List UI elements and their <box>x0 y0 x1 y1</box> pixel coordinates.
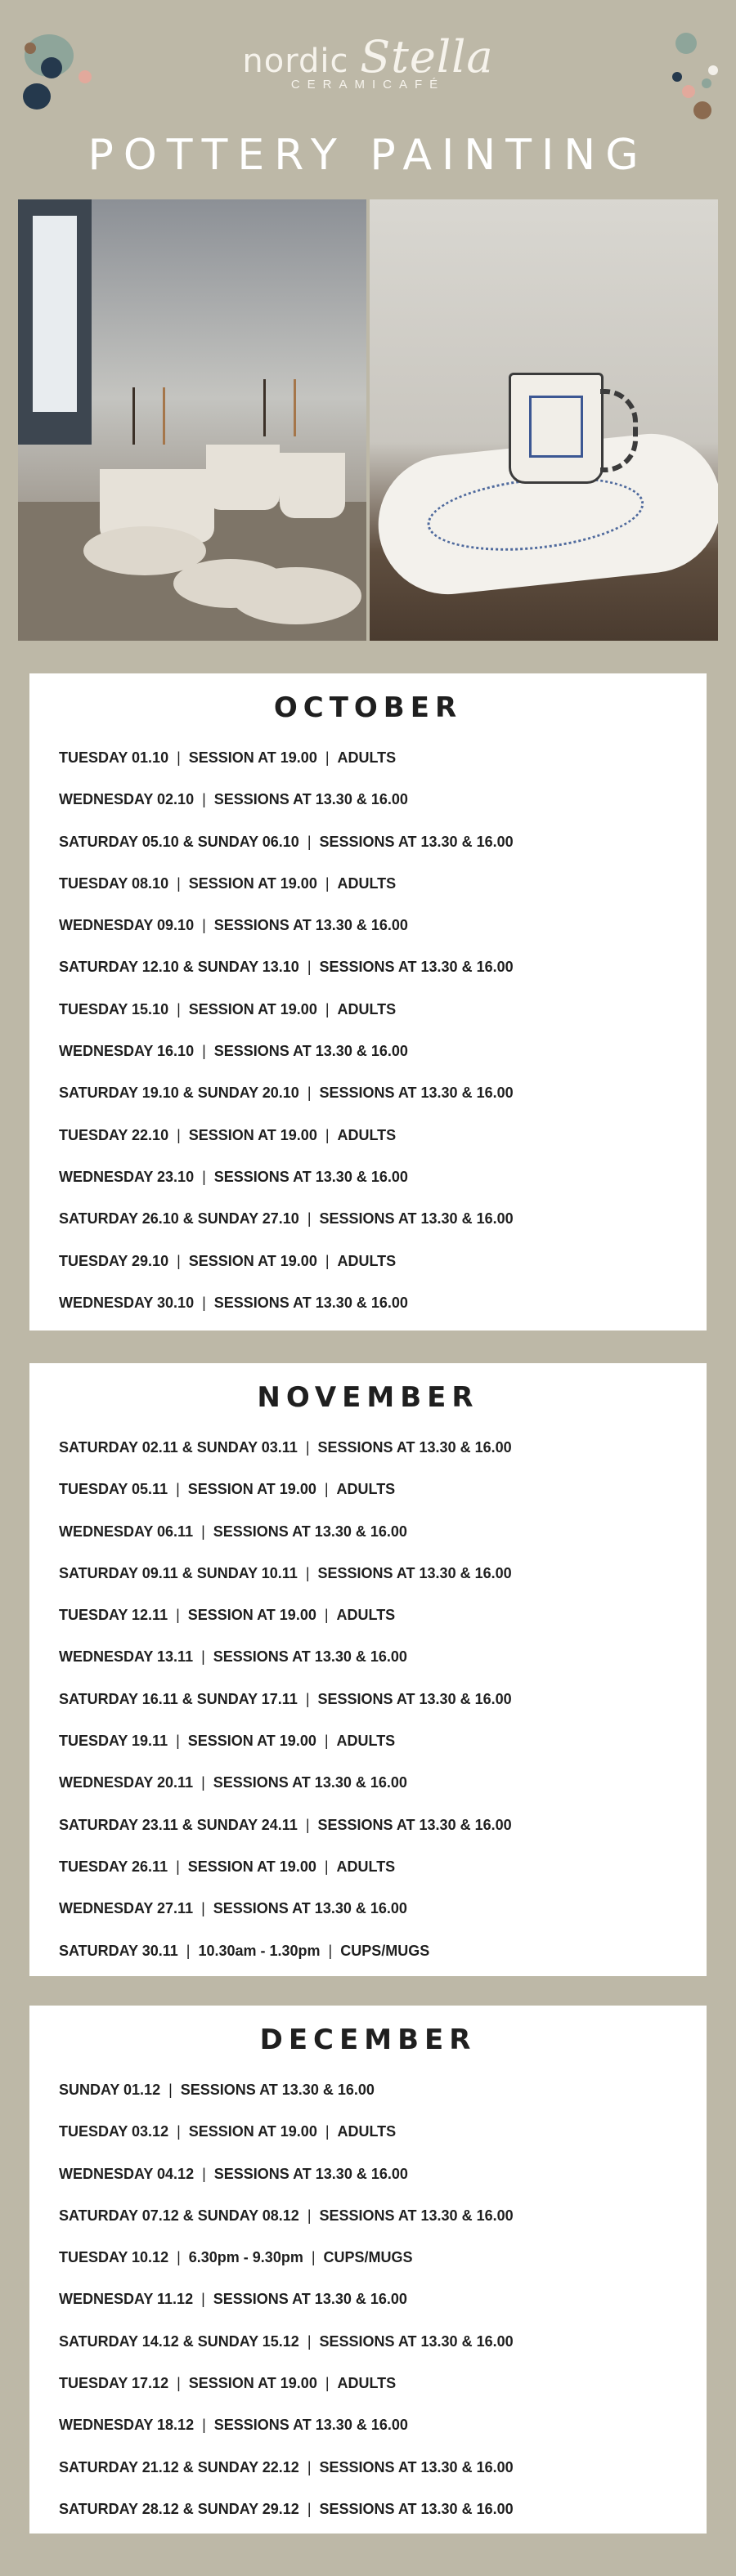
schedule-time: SESSIONS AT 13.30 & 16.00 <box>317 1816 512 1833</box>
separator-bar: | <box>177 874 181 892</box>
cup-shape <box>206 445 280 510</box>
schedule-row <box>29 2489 707 2530</box>
schedule-note: ADULTS <box>337 1252 397 1269</box>
page-title: POTTERY PAINTING <box>88 131 648 180</box>
bowl-shape <box>231 567 361 624</box>
schedule-date: TUESDAY 17.12 <box>59 2375 169 2392</box>
schedule-note: ADULTS <box>337 2375 397 2392</box>
schedule-row <box>29 1930 707 1972</box>
schedule-time: SESSIONS AT 13.30 & 16.00 <box>213 2165 408 2182</box>
schedule-date: SATURDAY 07.12 & SUNDAY 08.12 <box>59 2207 299 2224</box>
schedule-row <box>29 1031 707 1072</box>
schedule-row <box>29 1156 707 1198</box>
separator-bar: | <box>307 1210 312 1228</box>
schedule-time: SESSIONS AT 13.30 & 16.00 <box>317 1564 512 1581</box>
separator-bar: | <box>186 1942 191 1959</box>
schedule-row <box>29 2237 707 2279</box>
schedule-row <box>29 946 707 988</box>
separator-bar: | <box>176 1733 180 1750</box>
separator-bar: | <box>307 833 312 850</box>
separator-bar: | <box>177 2123 181 2140</box>
schedule-date: SATURDAY 16.11 & SUNDAY 17.11 <box>59 1690 298 1707</box>
schedule-date: SATURDAY 28.12 & SUNDAY 29.12 <box>59 2500 299 2517</box>
schedule-note: ADULTS <box>337 2123 397 2140</box>
schedule-date: TUESDAY 05.11 <box>59 1481 168 1498</box>
schedule-time: SESSION AT 19.00 <box>188 749 317 766</box>
separator-bar: | <box>201 1523 205 1540</box>
separator-bar: | <box>307 959 312 976</box>
schedule-row <box>29 2363 707 2404</box>
schedule-date: SATURDAY 23.11 & SUNDAY 24.11 <box>59 1816 298 1833</box>
schedule-note: ADULTS <box>337 874 397 892</box>
schedule-note: ADULTS <box>336 1481 396 1498</box>
schedule-time: SESSIONS AT 13.30 & 16.00 <box>319 2332 514 2350</box>
schedule-time: SESSION AT 19.00 <box>187 1733 316 1750</box>
schedule-row <box>29 1888 707 1930</box>
schedule-row <box>29 1427 707 1469</box>
schedule-date: SATURDAY 30.11 <box>59 1942 178 1959</box>
schedule-row <box>29 1469 707 1510</box>
schedule-note: CUPS/MUGS <box>340 1942 430 1959</box>
schedule-date: WEDNESDAY 27.11 <box>59 1900 194 1917</box>
brand-sub-text: CERAMICAFÉ <box>290 78 446 92</box>
schedule-time: SESSION AT 19.00 <box>187 1607 316 1624</box>
schedule-row <box>29 1720 707 1762</box>
schedule-row <box>29 2404 707 2446</box>
separator-bar: | <box>324 1481 329 1498</box>
separator-bar: | <box>307 2207 312 2224</box>
separator-bar: | <box>201 2291 205 2308</box>
schedule-row <box>29 1115 707 1156</box>
separator-bar: | <box>324 1733 329 1750</box>
schedule-time: SESSIONS AT 13.30 & 16.00 <box>319 833 514 850</box>
month-card-november <box>29 1363 707 1976</box>
separator-bar: | <box>202 791 206 808</box>
schedule-time: SESSION AT 19.00 <box>187 1481 316 1498</box>
schedule-row <box>29 1511 707 1553</box>
schedule-list <box>29 737 707 1324</box>
schedule-time: SESSION AT 19.00 <box>188 2123 317 2140</box>
schedule-time: SESSIONS AT 13.30 & 16.00 <box>317 1690 512 1707</box>
schedule-row <box>29 1282 707 1324</box>
schedule-list <box>29 1427 707 1972</box>
schedule-time: SESSIONS AT 13.30 & 16.00 <box>319 2458 514 2475</box>
brand-script-text: Stella <box>360 31 494 83</box>
separator-bar: | <box>177 2249 181 2266</box>
brand-main-text: nordic <box>242 42 349 80</box>
schedule-time: SESSIONS AT 13.30 & 16.00 <box>213 1774 407 1791</box>
separator-bar: | <box>201 1648 205 1666</box>
separator-bar: | <box>324 1858 329 1875</box>
schedule-date: TUESDAY 22.10 <box>59 1126 169 1143</box>
schedule-date: TUESDAY 26.11 <box>59 1858 168 1875</box>
schedule-list <box>29 2069 707 2530</box>
schedule-date: TUESDAY 15.10 <box>59 1000 169 1017</box>
schedule-row <box>29 737 707 779</box>
schedule-row <box>29 905 707 946</box>
hero-photos <box>18 199 718 641</box>
separator-bar: | <box>325 874 330 892</box>
schedule-date: SATURDAY 12.10 & SUNDAY 13.10 <box>59 959 299 976</box>
schedule-row <box>29 1594 707 1636</box>
month-card-october <box>29 673 707 1330</box>
schedule-date: WEDNESDAY 04.12 <box>59 2165 195 2182</box>
schedule-row <box>29 1679 707 1720</box>
schedule-date: SATURDAY 14.12 & SUNDAY 15.12 <box>59 2332 299 2350</box>
schedule-note: ADULTS <box>336 1858 396 1875</box>
schedule-time: SESSIONS AT 13.30 & 16.00 <box>213 1168 408 1185</box>
schedule-row <box>29 2195 707 2237</box>
month-title: NOVEMBER <box>257 1381 479 1414</box>
schedule-date: TUESDAY 19.11 <box>59 1733 168 1750</box>
schedule-date: WEDNESDAY 11.12 <box>59 2291 194 2308</box>
schedule-row <box>29 1241 707 1282</box>
schedule-row <box>29 821 707 863</box>
schedule-row <box>29 1805 707 1846</box>
schedule-date: TUESDAY 01.10 <box>59 749 169 766</box>
schedule-time: SESSIONS AT 13.30 & 16.00 <box>213 1294 408 1311</box>
schedule-date: WEDNESDAY 20.11 <box>59 1774 194 1791</box>
separator-bar: | <box>176 1481 180 1498</box>
schedule-time: SESSIONS AT 13.30 & 16.00 <box>317 1439 512 1456</box>
separator-bar: | <box>325 2375 330 2392</box>
separator-bar: | <box>177 749 181 766</box>
schedule-date: WEDNESDAY 13.11 <box>59 1648 194 1666</box>
schedule-row <box>29 2321 707 2363</box>
schedule-note: ADULTS <box>337 749 397 766</box>
schedule-row <box>29 2279 707 2320</box>
separator-bar: | <box>202 1043 206 1060</box>
schedule-time: SESSION AT 19.00 <box>188 1126 317 1143</box>
schedule-date: SATURDAY 09.11 & SUNDAY 10.11 <box>59 1564 298 1581</box>
schedule-time: SESSIONS AT 13.30 & 16.00 <box>213 1043 408 1060</box>
schedule-time: SESSION AT 19.00 <box>187 1858 316 1875</box>
schedule-date: SATURDAY 19.10 & SUNDAY 20.10 <box>59 1085 299 1102</box>
schedule-date: WEDNESDAY 18.12 <box>59 2417 195 2434</box>
schedule-date: TUESDAY 08.10 <box>59 874 169 892</box>
separator-bar: | <box>202 917 206 934</box>
separator-bar: | <box>202 2165 206 2182</box>
painted-mug-photo <box>370 199 718 641</box>
schedule-note: ADULTS <box>336 1733 396 1750</box>
paint-splat-brown <box>693 101 711 119</box>
schedule-date: SUNDAY 01.12 <box>59 2082 161 2098</box>
schedule-time: SESSIONS AT 13.30 & 16.00 <box>213 2291 407 2308</box>
schedule-time: SESSIONS AT 13.30 & 16.00 <box>213 1523 407 1540</box>
schedule-date: SATURDAY 21.12 & SUNDAY 22.12 <box>59 2458 299 2475</box>
separator-bar: | <box>177 1252 181 1269</box>
schedule-time: SESSIONS AT 13.30 & 16.00 <box>213 1648 407 1666</box>
schedule-note: CUPS/MUGS <box>323 2249 413 2266</box>
schedule-row <box>29 1553 707 1594</box>
schedule-time: SESSIONS AT 13.30 & 16.00 <box>180 2082 375 2098</box>
schedule-note: ADULTS <box>336 1607 396 1624</box>
separator-bar: | <box>307 2332 312 2350</box>
separator-bar: | <box>201 1900 205 1917</box>
schedule-date: WEDNESDAY 23.10 <box>59 1168 195 1185</box>
separator-bar: | <box>305 1439 310 1456</box>
separator-bar: | <box>202 1168 206 1185</box>
separator-bar: | <box>177 1000 181 1017</box>
separator-bar: | <box>202 2417 206 2434</box>
schedule-time: SESSION AT 19.00 <box>188 1252 317 1269</box>
separator-bar: | <box>311 2249 316 2266</box>
separator-bar: | <box>325 1000 330 1017</box>
schedule-row <box>29 1762 707 1804</box>
month-title: DECEMBER <box>259 2024 477 2056</box>
separator-bar: | <box>202 1294 206 1311</box>
schedule-time: SESSIONS AT 13.30 & 16.00 <box>213 917 408 934</box>
separator-bar: | <box>305 1690 310 1707</box>
separator-bar: | <box>325 2123 330 2140</box>
schedule-row <box>29 779 707 821</box>
schedule-row <box>29 1636 707 1678</box>
schedule-row <box>29 863 707 905</box>
schedule-date: TUESDAY 12.11 <box>59 1607 168 1624</box>
window-shape <box>18 199 92 445</box>
separator-bar: | <box>324 1607 329 1624</box>
schedule-date: TUESDAY 29.10 <box>59 1252 169 1269</box>
brand-logo <box>0 31 736 92</box>
schedule-time: SESSION AT 19.00 <box>188 874 317 892</box>
schedule-time: SESSIONS AT 13.30 & 16.00 <box>319 1085 514 1102</box>
schedule-date: WEDNESDAY 02.10 <box>59 791 195 808</box>
schedule-time: SESSIONS AT 13.30 & 16.00 <box>319 2207 514 2224</box>
mug-shape <box>509 373 604 484</box>
schedule-date: WEDNESDAY 16.10 <box>59 1043 195 1060</box>
separator-bar: | <box>168 2082 173 2098</box>
studio-photo <box>18 199 366 641</box>
schedule-date: TUESDAY 03.12 <box>59 2123 169 2140</box>
separator-bar: | <box>305 1564 310 1581</box>
schedule-date: TUESDAY 10.12 <box>59 2249 169 2266</box>
separator-bar: | <box>328 1942 333 1959</box>
brush-jar-shape <box>132 387 165 445</box>
schedule-time: SESSION AT 19.00 <box>188 2375 317 2392</box>
schedule-date: WEDNESDAY 06.11 <box>59 1523 194 1540</box>
schedule-note: ADULTS <box>337 1126 397 1143</box>
schedule-date: SATURDAY 02.11 & SUNDAY 03.11 <box>59 1439 298 1456</box>
month-title: OCTOBER <box>273 691 463 724</box>
schedule-time: SESSIONS AT 13.30 & 16.00 <box>213 2417 408 2434</box>
schedule-row <box>29 1198 707 1240</box>
cup-shape <box>280 453 345 518</box>
schedule-row <box>29 1846 707 1888</box>
schedule-time: SESSIONS AT 13.30 & 16.00 <box>319 2500 514 2517</box>
schedule-time: SESSION AT 19.00 <box>188 1000 317 1017</box>
schedule-note: ADULTS <box>337 1000 397 1017</box>
separator-bar: | <box>201 1774 205 1791</box>
schedule-time: SESSIONS AT 13.30 & 16.00 <box>213 791 408 808</box>
separator-bar: | <box>307 1085 312 1102</box>
schedule-time: 6.30pm - 9.30pm <box>188 2249 303 2266</box>
schedule-row <box>29 2069 707 2111</box>
schedule-time: 10.30am - 1.30pm <box>198 1942 321 1959</box>
schedule-row <box>29 2447 707 2489</box>
month-card-december <box>29 2006 707 2534</box>
schedule-time: SESSIONS AT 13.30 & 16.00 <box>319 1210 514 1228</box>
separator-bar: | <box>305 1816 310 1833</box>
brush-jar-shape <box>263 379 296 436</box>
separator-bar: | <box>307 2500 312 2517</box>
schedule-time: SESSIONS AT 13.30 & 16.00 <box>319 959 514 976</box>
schedule-date: WEDNESDAY 09.10 <box>59 917 195 934</box>
schedule-row <box>29 1072 707 1114</box>
schedule-time: SESSIONS AT 13.30 & 16.00 <box>213 1900 407 1917</box>
separator-bar: | <box>325 1126 330 1143</box>
separator-bar: | <box>177 1126 181 1143</box>
separator-bar: | <box>176 1858 180 1875</box>
separator-bar: | <box>176 1607 180 1624</box>
schedule-row <box>29 2111 707 2153</box>
schedule-date: WEDNESDAY 30.10 <box>59 1294 195 1311</box>
schedule-row <box>29 2153 707 2195</box>
schedule-row <box>29 989 707 1031</box>
schedule-date: SATURDAY 05.10 & SUNDAY 06.10 <box>59 833 299 850</box>
separator-bar: | <box>325 1252 330 1269</box>
separator-bar: | <box>325 749 330 766</box>
separator-bar: | <box>307 2458 312 2475</box>
separator-bar: | <box>177 2375 181 2392</box>
schedule-date: SATURDAY 26.10 & SUNDAY 27.10 <box>59 1210 299 1228</box>
